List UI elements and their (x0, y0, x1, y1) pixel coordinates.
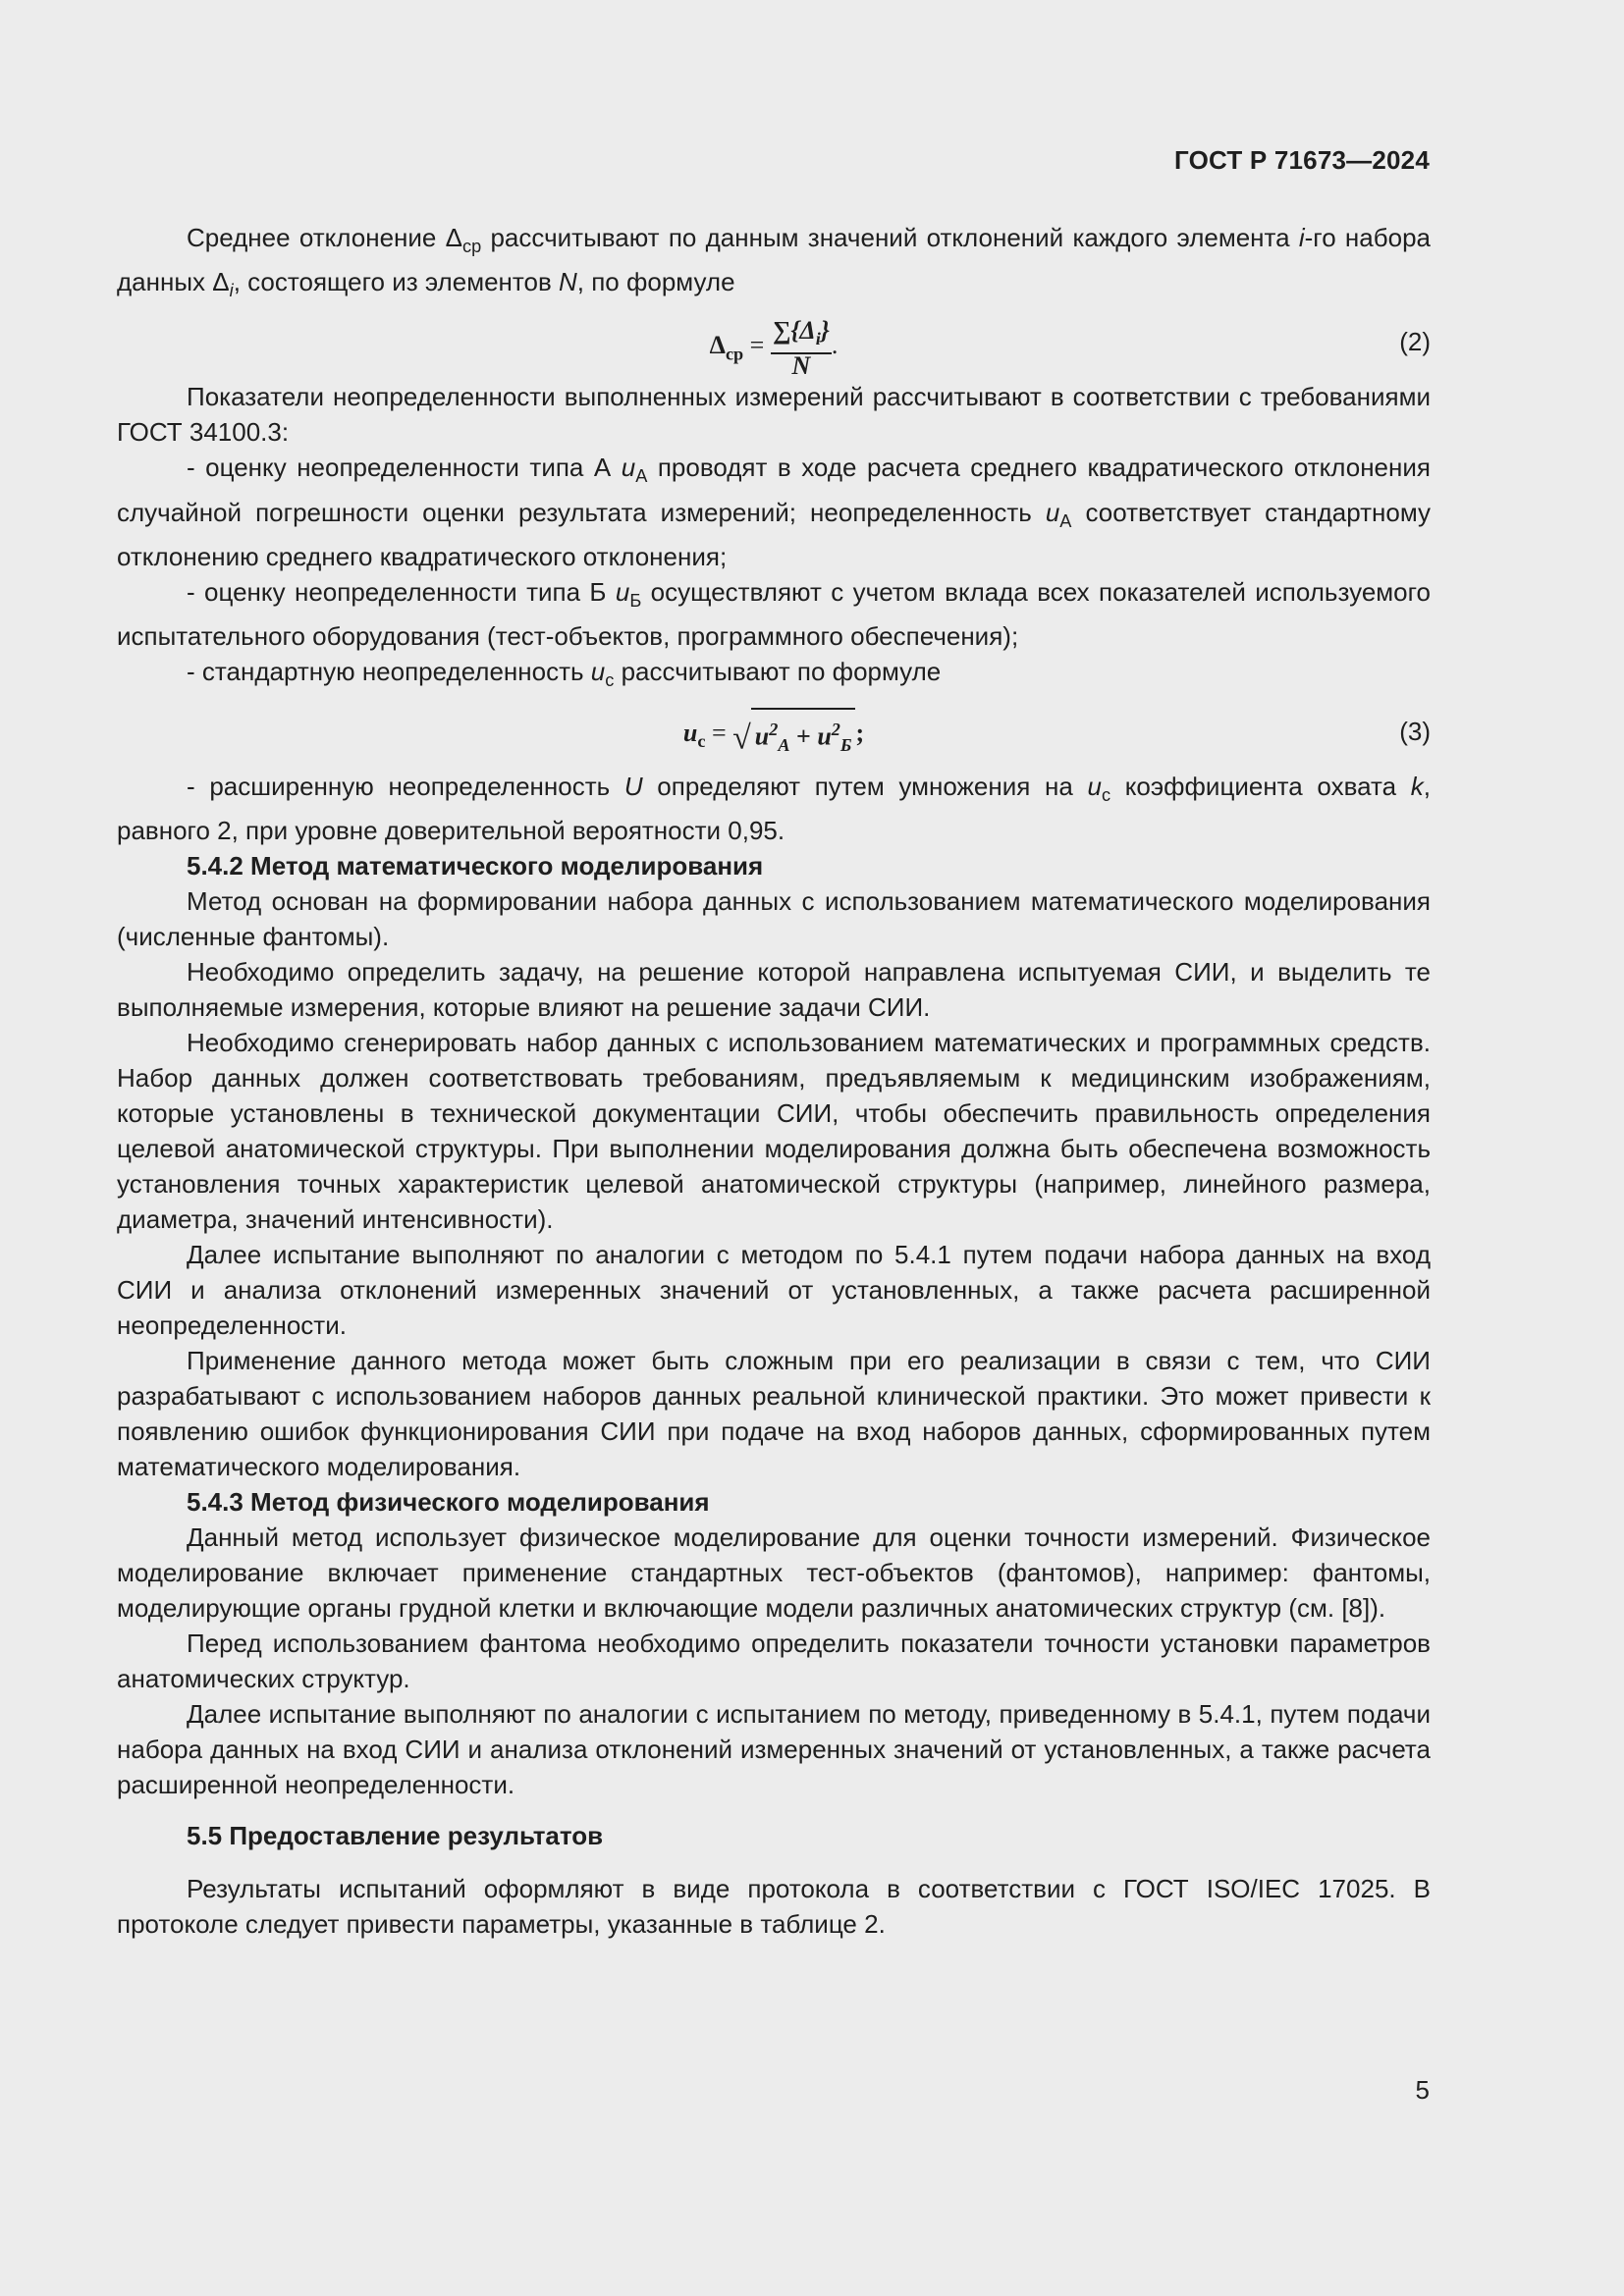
italic-variable: u (1087, 772, 1102, 802)
list-item-type-b (117, 574, 1431, 654)
document-code-header: ГОСТ Р 71673—2024 (1174, 145, 1430, 175)
italic-variable: u (621, 453, 636, 483)
root-sign: √ (732, 720, 751, 757)
paragraph: Метод основан на формировании набора данных с использованием математического моделирования (численные фантомы). (117, 886, 1431, 952)
formula-2 (117, 314, 1431, 380)
text-run: осуществляют с учетом вклада всех показателей используемого испытательного оборудования (тест-объектов, программного обеспечения); (117, 576, 1431, 651)
subscript: c (605, 670, 615, 691)
plus-sign: + (789, 721, 818, 751)
text-run: рассчитывают по формуле (614, 656, 942, 686)
formula-lhs: u (682, 719, 698, 748)
text-run: -го набора данных (117, 223, 1432, 297)
formula-lhs-subscript: ср (725, 344, 744, 364)
italic-variable: u (754, 721, 770, 751)
subscript: i (229, 281, 234, 301)
formula-lhs-subscript: c (697, 731, 706, 752)
section-heading-5-4-2: 5.4.2 Метод математического моделирования (187, 851, 764, 881)
equals-sign: = (743, 331, 771, 360)
text-run: Среднее отклонение (187, 223, 446, 252)
italic-variable: i (1298, 223, 1305, 252)
text-run: коэффициента охвата (1110, 772, 1411, 802)
brace: } (820, 316, 830, 346)
equals-sign: = (705, 719, 733, 748)
italic-variable: U (623, 772, 643, 802)
list-item-standard-uncertainty (117, 654, 1431, 698)
fraction (771, 316, 832, 380)
formula-end: ; (855, 719, 865, 748)
italic-variable: u (590, 656, 606, 686)
superscript: 2 (831, 720, 840, 740)
text-run: , по формуле (576, 267, 735, 297)
paragraph-uncertainty-intro: Показатели неопределенности выполненных измерений рассчитывают в соответствии с требованиями ГОСТ 34100.3: (117, 382, 1431, 448)
text-run: рассчитывают по данным значений отклонений каждого элемента (481, 223, 1299, 252)
italic-variable: u (817, 721, 832, 751)
italic-variable: u (1045, 497, 1060, 527)
text-run: , равного 2, при уровне доверительной вероятности 0,95. (117, 772, 1431, 846)
list-item-type-a (117, 450, 1431, 573)
page-content (117, 220, 1431, 1942)
paragraph: Данный метод использует физическое моделирование для оценки точности измерений. Физическое моделирование включает применение стандартных тест-объектов (фантомов), например: фантомы, моделирующие органы грудной клетки и включающие модели различных анатомических структур (см. [8]). (117, 1522, 1431, 1624)
subscript: Б (629, 590, 642, 611)
subscript: А (778, 734, 790, 755)
text-run: - оценку неопределенности типа А (187, 453, 622, 483)
section-heading-5-4-3: 5.4.3 Метод физического моделирования (187, 1487, 710, 1518)
text-run: соответствует стандартному отклонению среднего квадратического отклонения; (117, 497, 1431, 571)
formula-number: (3) (1399, 717, 1431, 747)
paragraph: Необходимо сгенерировать набор данных с использованием математических и программных средств. Набор данных должен соответствовать требованиям, предъявляемым к медицинским изображениям, которые установлены в технической документации СИИ, чтобы обеспечить правильность определения целевой анатомической структуры. При выполнении моделирования должна быть обеспечена возможность установления точных характеристик целевой анатомической структуры (например, линейного размера, диаметра, значений интенсивности). (117, 1028, 1431, 1235)
paragraph-results: Результаты испытаний оформляют в виде протокола в соответствии с ГОСТ ISO/IEC 17025. В протоколе следует привести параметры, указанные в таблице 2. (117, 1874, 1431, 1940)
formula-end: . (831, 331, 839, 360)
formula-lhs: Δ (709, 331, 726, 360)
subscript: i (815, 329, 821, 349)
text-run: проводят в ходе расчета среднего квадратического отклонения случайной погрешности оценки результата измерений; неопределенность (117, 453, 1431, 527)
radicand (751, 708, 856, 763)
formula-number: (2) (1399, 327, 1431, 357)
paragraph: Необходимо определить задачу, на решение которой направлена испытуемая СИИ, и выделить те выполняемые измерения, которые влияют на решение задачи СИИ. (117, 957, 1431, 1023)
paragraph: Перед использованием фантома необходимо определить показатели точности установки параметров анатомических структур. (117, 1629, 1431, 1694)
italic-variable: N (559, 267, 577, 297)
delta-symbol: Δ (212, 267, 230, 297)
paragraph: Далее испытание выполняют по аналогии с методом по 5.4.1 путем подачи набора данных на вход СИИ и анализа отклонений измеренных значений от установленных, а также расчета расширенной неопределенности. (117, 1240, 1431, 1341)
text-run: - оценку неопределенности типа Б (187, 576, 616, 607)
superscript: 2 (769, 720, 779, 740)
text-run: - расширенную неопределенность (187, 772, 624, 802)
text-run: - стандартную неопределенность (187, 656, 591, 686)
list-item-expanded-uncertainty (117, 769, 1431, 848)
paragraph: Далее испытание выполняют по аналогии с испытанием по методу, приведенному в 5.4.1, путем подачи набора данных на вход СИИ и анализа отклонений измеренных значений от установленных, а также расчета расширенной неопределенности. (117, 1699, 1431, 1800)
fraction-numerator: ∑{Δ (772, 316, 816, 346)
subscript: c (1101, 785, 1111, 806)
delta-symbol: Δ (445, 223, 462, 252)
subscript: А (1059, 510, 1072, 531)
formula-3 (117, 704, 1431, 759)
fraction-denominator: N (791, 350, 811, 380)
subscript: А (635, 466, 648, 487)
paragraph-mean-deviation (117, 220, 1431, 308)
paragraph: Применение данного метода может быть сложным при его реализации в связи с тем, что СИИ разрабатывают с использованием наборов данных реальной клинической практики. Это может привести к появлению ошибок функционирования СИИ при подаче на вход наборов данных, сформированных путем математического моделирования. (117, 1346, 1431, 1482)
subscript: ср (462, 237, 482, 257)
section-heading-5-5: 5.5 Предоставление результатов (187, 1821, 604, 1851)
italic-variable: u (615, 576, 630, 607)
italic-variable: k (1410, 772, 1424, 802)
text-run: , состоящего из элементов (233, 267, 559, 297)
square-root (732, 708, 855, 763)
text-run: определяют путем умножения на (642, 772, 1088, 802)
subscript: Б (839, 734, 852, 755)
page-number: 5 (1415, 2075, 1430, 2105)
